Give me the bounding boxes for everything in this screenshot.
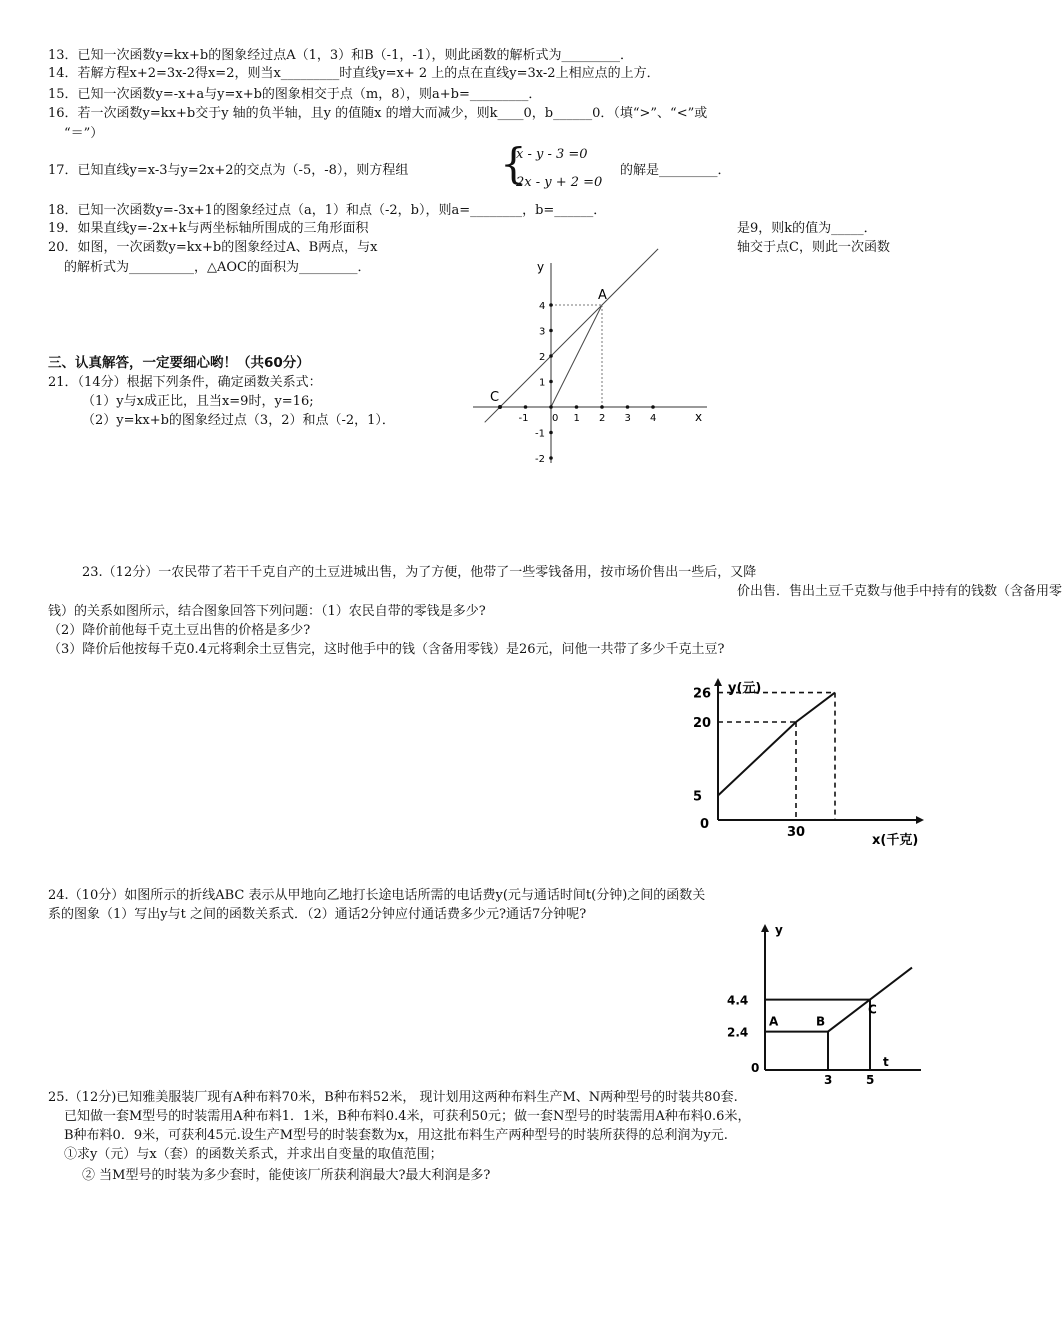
- question-20-cont: 轴交于点C，则此一次函数: [737, 240, 890, 255]
- y-tick-label: 20: [693, 716, 712, 731]
- line-ca: [485, 249, 658, 422]
- y-tick-label: 4.4: [727, 993, 749, 1008]
- question-20: 20．如图，一次函数y=kx+b的图象经过A、B两点，与x: [48, 240, 378, 255]
- x-axis-label: x(千克): [872, 833, 919, 848]
- question-18: 18．已知一次函数y=-3x+1的图象经过点（a，1）和点（-2，b），则a=________，b=______．: [48, 203, 607, 218]
- x-axis-arrow: [916, 816, 924, 824]
- origin-label: 0: [751, 1061, 760, 1075]
- point-c-label: C: [868, 1002, 877, 1017]
- question-25-cont: 已知做一套M型号的时装需用A种布料1．1米，B种布料0.4米，可获利50元；做一套N型号的时装需用A种布料0.6米，: [64, 1109, 751, 1124]
- question-17-answer: 的解是_________．: [620, 163, 731, 178]
- y-tick-label: -2: [535, 454, 545, 465]
- y-tick-label: 4: [539, 301, 546, 312]
- x-tick-label: 3: [624, 413, 631, 424]
- point-a-label: A: [769, 1014, 779, 1029]
- point-a-label: A: [598, 288, 607, 303]
- equation-1: x - y - 3 =0: [516, 147, 588, 162]
- question-15: 15．已知一次函数y=-x+a与y=x+b的图象相交于点（m，8），则a+b=_________．: [48, 87, 542, 102]
- y-tick-label: 2.4: [727, 1025, 749, 1040]
- x-tick-label: 0: [552, 413, 559, 424]
- question-25-cont2: B种布料0．9米，可获利45元.设生产M型号的时装套数为x，用这批布料生产两种型号的时装所获得的总利润为y元.: [64, 1128, 728, 1143]
- section-heading: 三、认真解答，一定要细心哟！（共60分）: [48, 355, 310, 371]
- y-axis-arrow: [761, 924, 769, 932]
- point-c: [498, 405, 502, 409]
- question-21: 21．（14分）根据下列条件，确定函数关系式：: [48, 375, 322, 390]
- y-tick-dot: [549, 431, 553, 435]
- x-tick-dot: [626, 405, 630, 409]
- question-25-part1: ①求y（元）与x（套）的函数关系式，并求出自变量的取值范围；: [64, 1147, 443, 1162]
- question-23-part2: （2）降价前他每千克土豆出售的价格是多少?: [48, 623, 311, 638]
- y-axis-label: y(元): [728, 681, 762, 696]
- x-tick-dot: [651, 405, 655, 409]
- y-tick-dot: [549, 456, 553, 460]
- y-tick-label: -1: [535, 428, 545, 440]
- x-tick-label: 1: [573, 413, 580, 424]
- y-tick-label: 1: [539, 377, 546, 389]
- question-19: 19．如果直线y=-2x+k与两坐标轴所围成的三角形面积: [48, 221, 369, 236]
- x-tick-label: 30: [787, 825, 806, 840]
- x-tick-label: -1: [518, 413, 529, 424]
- point-b-label: B: [816, 1014, 826, 1029]
- y-tick-dot: [549, 329, 553, 333]
- question-16: 16．若一次函数y=kx+b交于y 轴的负半轴，且y 的值随x 的增大而减少，则k____0，b______0．（填“>”、“<”或: [48, 106, 708, 121]
- question-21-part2: （2）y=kx+b的图象经过点（3，2）和点（-2，1）．: [82, 413, 395, 428]
- y-tick-dot: [549, 303, 553, 307]
- question-13: 13．已知一次函数y=kx+b的图象经过点A（1，3）和B（-1，-1），则此函数的解析式为_________．: [48, 48, 634, 63]
- equation-2: 2x - y + 2 =0: [516, 175, 603, 190]
- point-c-label: C: [490, 390, 500, 405]
- y-tick-dot: [549, 380, 553, 384]
- question-23-cont: 价出售．售出土豆千克数与他手中持有的钱数（含备用零: [737, 584, 1062, 599]
- x-tick-dot: [524, 405, 528, 409]
- question-23-cont2: 钱）的关系如图所示，结合图象回答下列问题：（1）农民自带的零钱是多少?: [48, 604, 486, 619]
- question-21-part1: （1）y与x成正比，且当x=9时，y=16;: [82, 394, 314, 409]
- y-tick-label: 3: [539, 326, 546, 338]
- t-axis-label: t: [883, 1055, 889, 1069]
- question-16-cont: “＝”）: [64, 126, 104, 141]
- x-tick-dot: [549, 405, 553, 409]
- y-axis-label: y: [537, 260, 545, 274]
- x-axis-label: x: [695, 410, 703, 424]
- y-tick-label: 26: [693, 686, 712, 702]
- y-tick-label: 5: [693, 789, 703, 805]
- y-axis-label: y: [775, 923, 783, 937]
- t-tick-label: 5: [866, 1073, 875, 1087]
- x-tick-label: 2: [599, 413, 606, 424]
- x-tick-dot: [575, 405, 579, 409]
- y-axis-arrow: [714, 678, 722, 686]
- question-25: 25.（12分)已知雅美服装厂现有A种布料70米，B种布料52米， 现计划用这两种布料生产M、N两种型号的时装共80套.: [48, 1090, 738, 1105]
- t-tick-label: 3: [824, 1073, 833, 1087]
- sales-line: [718, 693, 835, 796]
- y-tick-label: 2: [539, 352, 546, 363]
- question-25-part2: ② 当M型号的时装为多少套时，能使该厂所获利润最大?最大利润是多?: [82, 1168, 491, 1183]
- question-24: 24.（10分）如图所示的折线ABC 表示从甲地向乙地打长途电话所需的电话费y(元与通话时间t(分钟)之间的函数关: [48, 888, 706, 903]
- y-tick-dot: [549, 354, 553, 358]
- phone-fee-graph: [725, 920, 925, 1085]
- question-24-cont: 系的图象（1）写出y与t 之间的函数关系式．（2）通话2分钟应付通话费多少元?通话7分钟呢?: [48, 907, 587, 922]
- question-23-part3: （3）降价后他按每千克0.4元将剩余土豆售完，这时他手中的钱（含备用零钱）是26元，问他一共带了多少千克土豆?: [48, 642, 725, 657]
- question-14: 14．若解方程x+2=3x-2得x=2，则当x_________时直线y=x+ 2 上的点在直线y=3x-2上相应点的上方．: [48, 66, 660, 81]
- system-brace: {: [500, 139, 527, 188]
- question-20-cont2: 的解析式为__________，△AOC的面积为_________．: [64, 260, 371, 275]
- x-tick-label: 4: [650, 413, 657, 424]
- origin-label: 0: [700, 817, 710, 832]
- coordinate-graph: [465, 255, 725, 465]
- question-23: 23.（12分）一农民带了若干千克自产的土豆进城出售，为了方便，他带了一些零钱备用，按市场价售出一些后，又降: [82, 565, 757, 580]
- line-oa: [551, 305, 602, 407]
- x-tick-dot: [600, 405, 604, 409]
- question-17: 17．已知直线y=x-3与y=2x+2的交点为（-5，-8），则方程组: [48, 163, 409, 178]
- potato-sales-graph: [690, 672, 940, 847]
- question-19-cont: 是9，则k的值为_____．: [737, 221, 877, 236]
